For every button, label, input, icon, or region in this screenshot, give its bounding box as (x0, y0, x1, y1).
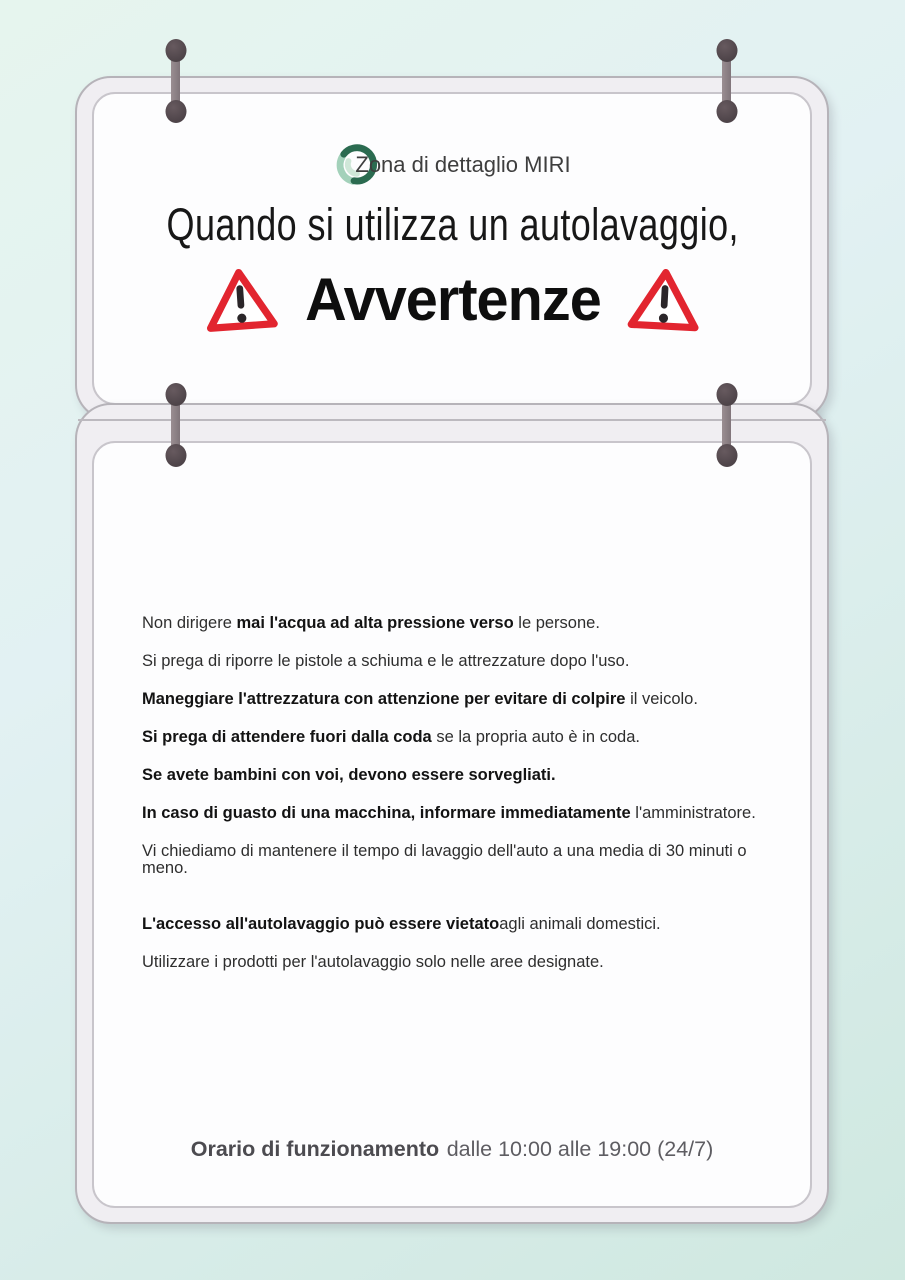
rules-list (142, 615, 782, 992)
rules-card (75, 403, 829, 1224)
rule-line: Maneggiare l'attrezzatura con attenzione per evitare di colpire il veicolo. (142, 690, 698, 708)
card-overlap-edge (78, 419, 826, 421)
rule-line: Vi chiediamo di mantenere il tempo di lavaggio dell'auto a una media di 30 minuti o meno. (142, 842, 747, 877)
rule-line: L'accesso all'autolavaggio può essere vietatoagli animali domestici. (142, 915, 661, 933)
binder-pin (171, 50, 180, 112)
binder-pin-cap (165, 383, 186, 406)
rule-line: Si prega di attendere fuori dalla coda se la propria auto è in coda. (142, 728, 640, 746)
rule-line: Si prega di riporre le pistole a schiuma e le attrezzature dopo l'uso. (142, 652, 630, 670)
binder-pin-cap (165, 100, 186, 123)
brand (0, 141, 905, 188)
binder-pin-cap (165, 39, 186, 62)
poster-title: Avvertenze (304, 265, 601, 333)
binder-pin-cap (165, 444, 186, 467)
operating-hours (94, 1137, 810, 1162)
warning-triangle-icon (625, 262, 706, 336)
binder-pin (171, 394, 180, 456)
poster-subtitle: Quando si utilizza un autolavaggio, (166, 199, 739, 250)
binder-pin-cap (716, 100, 737, 123)
rule-line: In caso di guasto di una macchina, informare immediatamente l'amministratore. (142, 804, 756, 822)
brand-name: Zona di dettaglio MIRI (355, 151, 571, 177)
warning-triangle-icon (199, 261, 281, 336)
rule-line: Non dirigere mai l'acqua ad alta pressione verso le persone. (142, 614, 600, 632)
operating-hours-value: dalle 10:00 alle 19:00 (24/7) (446, 1137, 714, 1161)
binder-pin-cap (716, 383, 737, 406)
poster-title-row (0, 264, 905, 334)
binder-pin-cap (716, 39, 737, 62)
rule-line: Se avete bambini con voi, devono essere sorvegliati. (142, 766, 556, 784)
binder-pin (722, 394, 731, 456)
rules-card-panel (92, 441, 812, 1208)
rule-line: Utilizzare i prodotti per l'autolavaggio solo nelle aree designate. (142, 953, 604, 971)
binder-pin-cap (716, 444, 737, 467)
operating-hours-label: Orario di funzionamento (190, 1137, 440, 1161)
binder-pin (722, 50, 731, 112)
